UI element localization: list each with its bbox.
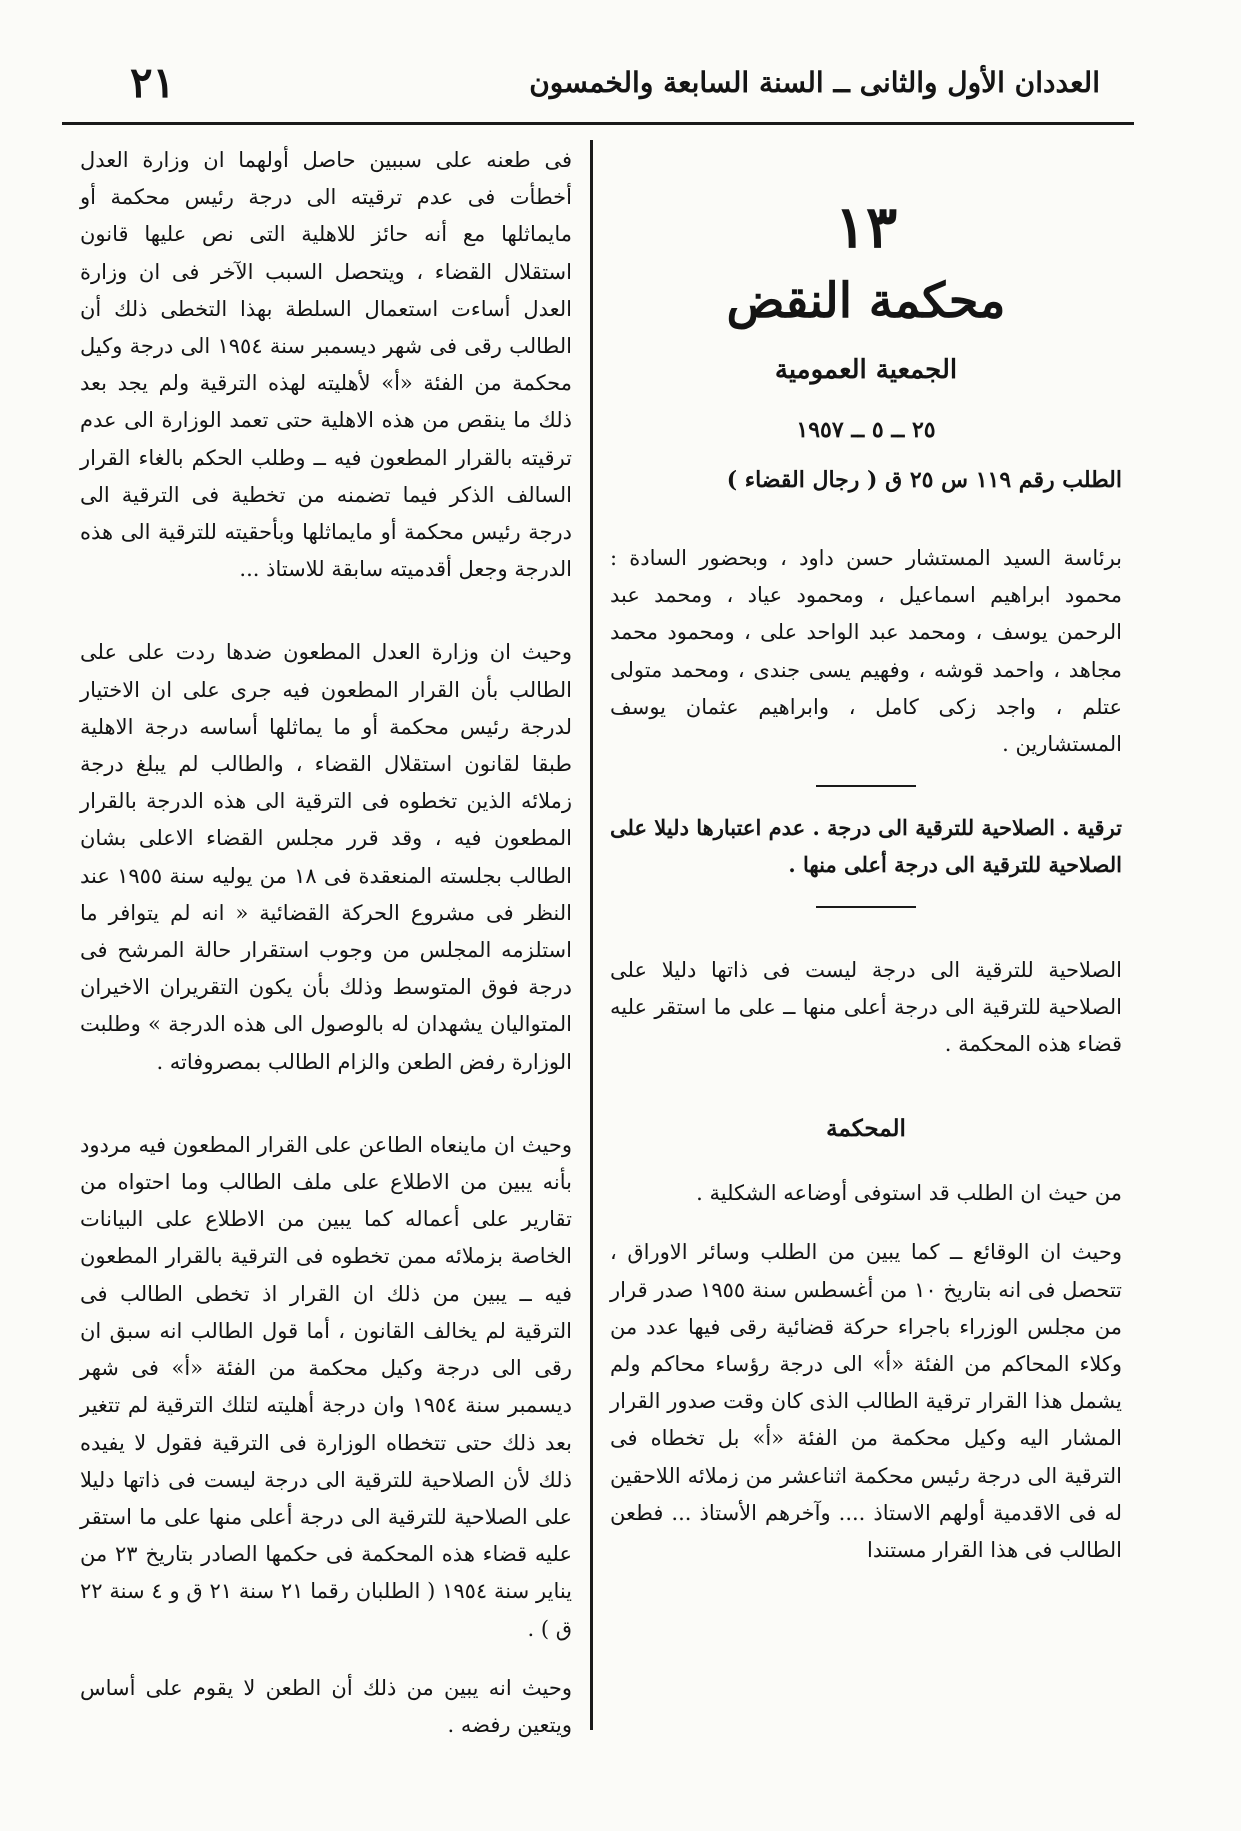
paragraph: من حيث ان الطلب قد استوفى أوضاعه الشكلية .: [696, 1181, 1122, 1206]
legal-principle: الصلاحية للترقية الى درجة ليست فى ذاتها دليلا على الصلاحية للترقية الى درجة أعلى منها ــ على ما استقر عليه قضاء هذه المحكمة .: [610, 957, 1122, 1057]
paragraph: وحيث انه يبين من ذلك أن الطعن لا يقوم على أساس ويتعين رفضه .: [80, 1675, 572, 1737]
page-header: [60, 58, 1100, 118]
case-summary: ترقية . الصلاحية للترقية الى درجة . عدم اعتبارها دليلا على الصلاحية للترقية الى درجة أعلى منها .: [610, 815, 1122, 878]
panel-paragraph: برئاسة السيد المستشار حسن داود ، وبحضور السادة : محمود ابراهيم اسماعيل ، ومحمود عياد ، ومحمد عبد الرحمن يوسف ، ومحمد عبد الواحد على ، ومحمود محمد مجاهد ، واحمد قوشه ، وفهيم يسى جندى ، ومحمد متولى عتلم ، واجد زكى كامل ، وابراهيم عثمان يوسف المستشارين .: [610, 546, 1122, 757]
paragraph: وحيث ان الوقائع ــ كما يبين من الطلب وسائر الاوراق ، تتحصل فى انه بتاريخ ١٠ من أغسطس سنة ١٩٥٥ صدر قرار من مجلس الوزراء باجراء حركة قضائية رقى فيها عدد من وكلاء المحاكم من الفئة «أ» الى درجة رؤساء محاكم ولم يشمل هذا القرار ترقية الطالب الذى كان وقت صدور القرار المشار اليه وكيل محكمة من الفئة «أ» بل تخطاه فى الترقية الى درجة رئيس محكمة اثناعشر من زملائه اللاحقين له فى الاقدمية أولهم الاستاذ .... وآخرهم الأستاذ ... فطعن الطالب فى هذا القرار مستندا: [610, 1240, 1123, 1563]
paragraph: فى طعنه على سببين حاصل أولهما ان وزارة العدل أخطأت فى عدم ترقيته الى درجة رئيس محكمة أو مايماثلها مع أنه حائز للاهلية التى نص عليها قانون استقلال القضاء ، ويتحصل السبب الآخر فى ان وزارة العدل أساءت استعمال السلطة بهذا التخطى ذلك أن الطالب رقى فى شهر ديسمبر سنة ١٩٥٤ الى درجة وكيل محكمة من الفئة «أ» لأهليته لهذه الترقية ولم يجد بعد ذلك ما ينقص من هذه الاهلية حتى تعمد الوزارة الى عدم ترقيته بالقرار المطعون فيه ــ وطلب الحكم بالغاء القرار السالف الذكر فيما تضمنه من تخطية فى الترقية الى درجة رئيس محكمة أو مايماثلها وبأحقيته للترقية الى هذه الدرجة وجعل أقدميته سابقة للاستاذ ...: [80, 148, 573, 582]
case-date: ٢٥ ــ ٥ ــ ١٩٥٧: [796, 417, 936, 443]
section-title: المحكمة: [826, 1115, 906, 1143]
running-head: العددان الأول والثانى ــ السنة السابعة والخمسون: [529, 66, 1100, 99]
assembly-title: الجمعية العمومية: [774, 355, 958, 385]
paragraph: وحيث ان وزارة العدل المطعون ضدها ردت على على الطالب بأن القرار المطعون فيه جرى على ان الاختيار لدرجة رئيس محكمة أو ما يماثلها أساسه درجة الاهلية طبقا لقانون استقلال القضاء ، والطالب لم يبلغ درجة زملائه الذين تخطوه فى الترقية الى هذه الدرجة بالقرار المطعون فيه ، وقد قرر مجلس القضاء الاعلى بشان الطالب بجلسته المنعقدة فى ١٨ من يوليه سنة ١٩٥٥ عند النظر فى مشروع الحركة القضائية « انه لم يتوافر ما استلزمه المجلس من وجوب استقرار حالة المرشح فى درجة فوق المتوسط وذلك بأن يكون التقريران الاخيران المتواليان يشهدان له بالوصول الى هذه الدرجة » وطلبت الوزارة رفض الطعن والزام الطالب بمصروفاته .: [80, 640, 572, 1074]
page-number: ٢١: [130, 58, 176, 107]
case-number: ١٣: [834, 193, 898, 261]
header-rule: [62, 122, 1134, 125]
separator-rule: [816, 906, 916, 908]
court-name: محكمة النقض: [726, 273, 1006, 329]
left-column: [80, 142, 572, 1744]
right-column: [610, 142, 1122, 1569]
request-number: الطلب رقم ١١٩ س ٢٥ ق ( رجال القضاء ): [726, 467, 1122, 493]
separator-rule: [816, 785, 916, 787]
column-divider: [590, 140, 593, 1730]
paragraph: وحيث ان ماينعاه الطاعن على القرار المطعون فيه مردود بأنه يبين من الاطلاع على ملف الطالب وما احتواه من تقارير على أعماله كما يبين من الاطلاع على البيانات الخاصة بزملائه ممن تخطوه فى الترقية بالقرار المطعون فيه ــ يبين من ذلك ان القرار اذ تخطى الطالب فى الترقية لم يخالف القانون ، أما قول الطالب انه سبق ان رقى الى درجة وكيل محكمة من الفئة «أ» فى شهر ديسمبر سنة ١٩٥٤ وان درجة أهليته لتلك الترقية لم تتغير بعد ذلك حتى تتخطاه الوزارة فى الترقية فقول لا يفيده ذلك لأن الصلاحية للترقية الى درجة ليست فى ذاتها دليلا على الصلاحية للترقية الى درجة أعلى منها على ما استقر عليه قضاء هذه المحكمة فى حكمها الصادر بتاريخ ٢٣ من يناير سنة ١٩٥٤ ( الطلبان رقما ٢١ سنة ٢١ ق و ٤ سنة ٢٢ ق ) .: [80, 1132, 573, 1641]
